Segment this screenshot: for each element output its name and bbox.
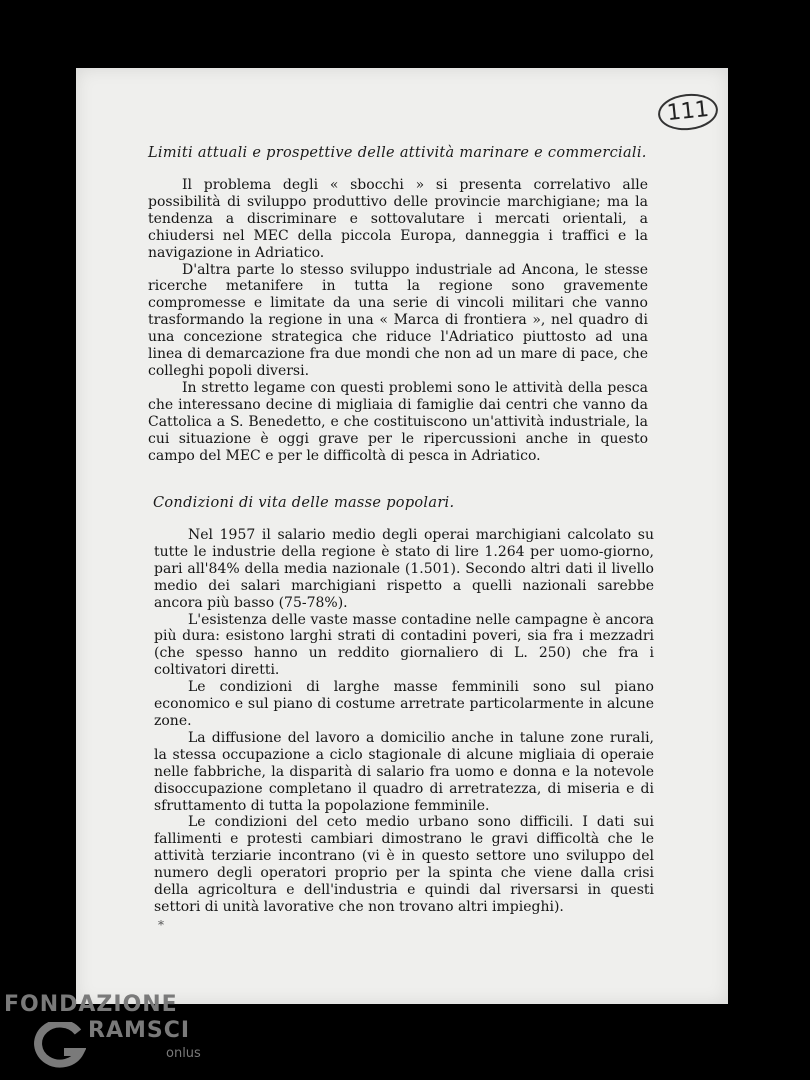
watermark-line-3: onlus — [166, 1046, 201, 1061]
section-heading-maritime-commercial: Limiti attuali e prospettive delle attività marinare e commerciali. — [148, 145, 647, 161]
paragraph: In stretto legame con questi problemi sono le attività della pesca che interessano decine di migliaia di famiglie dai centri che vanno da Cattolica a S. Benedetto, e che costituiscono un'attività industriale, la cui situazione è oggi grave per le ripercussioni anche in questo campo del MEC e per le difficoltà di pesca in Adriatico. — [148, 379, 648, 464]
section-heading-living-conditions: Condizioni di vita delle masse popolari. — [153, 495, 455, 511]
paragraph: D'altra parte lo stesso sviluppo industriale ad Ancona, le stesse ricerche metanifere in tutta la regione sono gravemente compromesse e limitate da una serie di vincoli militari che vanno trasformando la regione in una « Marca di frontiera », nel quadro di una concezione strategica che riduce l'Adriatico piuttosto ad una linea di demarcazione fra due mondi che non ad un mare di pace, che colleghi popoli diversi. — [148, 261, 648, 379]
paragraph: Le condizioni di larghe masse femminili sono sul piano economico e sul piano di costume arretrate particolarmente in alcune zone. — [154, 679, 654, 729]
document-page — [76, 68, 728, 1004]
section-body-living-conditions — [154, 527, 654, 916]
watermark-line-2: RAMSCI — [88, 1018, 191, 1043]
gramsci-logo-icon — [30, 1022, 86, 1068]
paragraph: Nel 1957 il salario medio degli operai marchigiani calcolato su tutte le industrie della regione è stato di lire 1.264 per uomo-giorno, pari all'84% della media nazionale (1.501). Secondo altri dati il livello medio dei salari marchigiani rispetto a quelli nazionali sarebbe ancora più basso (75-78%). — [154, 527, 654, 611]
paragraph: La diffusione del lavoro a domicilio anche in talune zone rurali, la stessa occupazione a ciclo stagionale di alcune migliaia di operaie nelle fabbriche, la disparità di salario fra uomo e donna e la notevole disoccupazione completano il quadro di arretratezza, di miseria e di sfruttamento di tutta la popolazione femminile. — [154, 729, 654, 814]
paragraph: L'esistenza delle vaste masse contadine nelle campagne è ancora più dura: esistono larghi strati di contadini poveri, sia fra i mezzadri (che spesso hanno un reddito giornaliero di L. 250) che fra i coltivatori diretti. — [154, 611, 654, 679]
fondazione-gramsci-watermark — [4, 992, 204, 1074]
paragraph: Le condizioni del ceto medio urbano sono difficili. I dati sui fallimenti e protesti cambiari dimostrano le gravi difficoltà che le attività terziarie incontrano (vi è in questo settore uno sviluppo del numero degli operatori proprio per la spinta che viene dalla crisi della agricoltura e dell'industria e quindi dal riversarsi in questi settori di unità lavorative che non trovano altri impieghi). — [154, 814, 654, 915]
watermark-line-1: FONDAZIONE — [4, 992, 178, 1017]
page-number: 111 — [656, 91, 719, 133]
footnote-mark: * — [158, 918, 164, 932]
paragraph: Il problema degli « sbocchi » si presenta correlativo alle possibilità di sviluppo produttivo delle provincie marchigiane; ma la tendenza a discriminare e sottovalutare i mercati orientali, a chiudersi nel MEC della piccola Europa, danneggia i traffici e la navigazione in Adriatico. — [148, 177, 648, 261]
section-body-maritime-commercial — [148, 177, 648, 464]
